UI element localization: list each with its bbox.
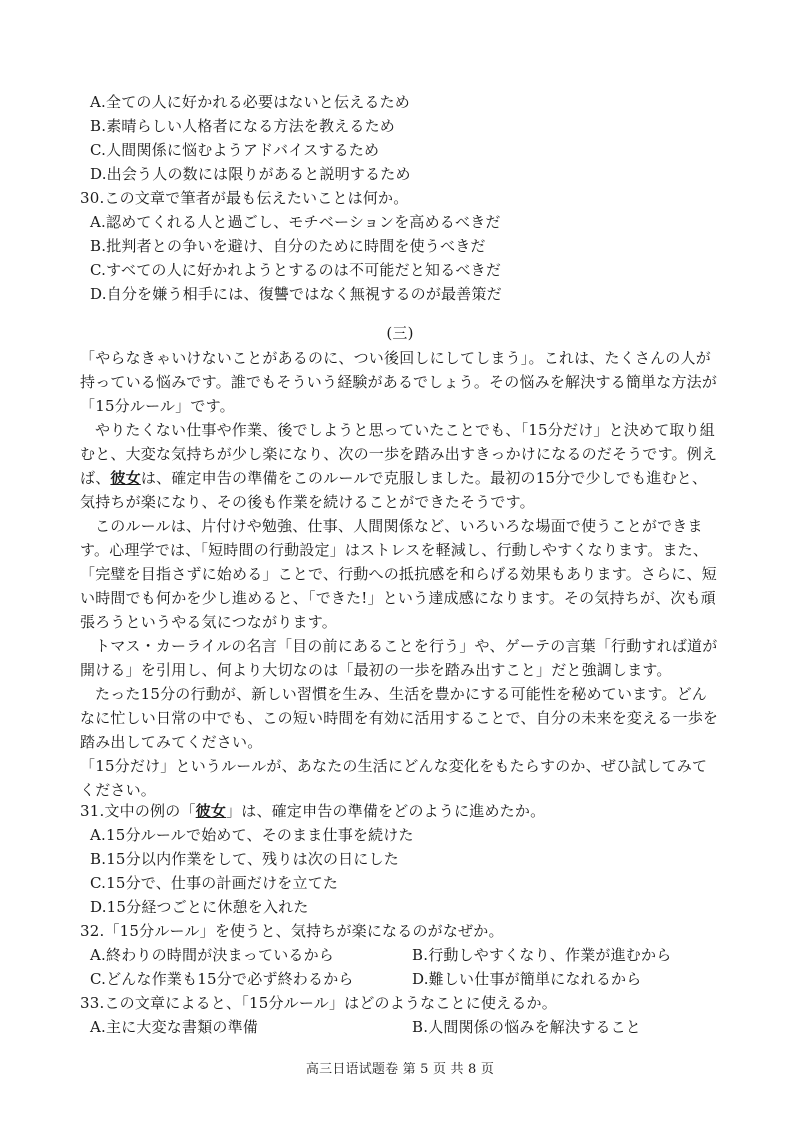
passage-paragraph-4: トマス・カーライルの名言「目の前にあることを行う」や、ゲーテの言葉「行動すれば道が開ける」を引用し、何より大切なのは「最初の一歩を踏み出すこと」だと強調します。	[80, 637, 718, 679]
q31-option-d: D.15分経つごとに休憩を入れた	[90, 898, 309, 916]
q30-option-c: C.すべての人に好かれようとするのは不可能だと知るべきだ	[90, 261, 502, 279]
q32-option-a: A.終わりの時間が決まっているから	[90, 946, 335, 964]
page-footer: 高三日语试题卷 第 5 页 共 8 页	[305, 1062, 495, 1077]
kanojo-underlined-word: 彼女	[110, 469, 141, 487]
q30-option-a: A.認めてくれる人と過ごし、モチベーションを高めるべきだ	[90, 213, 501, 231]
q30-question: 30.この文章で筆者が最も伝えたいことは何か。	[80, 189, 409, 207]
q32-option-c: C.どんな作業も15分で必ず終わるから	[90, 970, 354, 988]
passage-paragraph-6: 「15分だけ」というルールが、あなたの生活にどんな変化をもたらすのか、ぜひ試してみてください。	[80, 757, 708, 799]
q29-option-d: D.出会う人の数には限りがあると説明するため	[90, 165, 411, 183]
q32-option-d: D.難しい仕事が簡単になれるから	[412, 970, 642, 988]
q30-option-d: D.自分を嫌う相手には、復讐ではなく無視するのが最善策だ	[90, 285, 502, 303]
q33-option-b: B.人間関係の悩みを解決すること	[412, 1018, 641, 1036]
q31-question	[80, 801, 545, 821]
q29-option-a: A.全ての人に好かれる必要はないと伝えるため	[90, 93, 411, 111]
q32-question: 32.「15分ルール」を使うと、気持ちが楽になるのがなぜか。	[80, 922, 504, 940]
q31-option-c: C.15分で、仕事の計画だけを立てた	[90, 874, 339, 892]
q31-kanojo-word: 彼女	[195, 802, 227, 820]
q29-option-c: C.人間関係に悩むようアドバイスするため	[90, 141, 380, 159]
q29-option-b: B.素晴らしい人格者になる方法を教えるため	[90, 117, 395, 135]
passage-paragraph-3: このルールは、片付けや勉強、仕事、人間関係など、いろいろな場面で使うことができます。心理学では、「短時間の行動設定」はストレスを軽減し、行動しやすくなります。また、「完璧を目指さずに始める」ことで、行動への抵抗感を和らげる効果もあります。さらに、短い時間でも何かを少し進めると、「できた!」という達成感になります。その気持ちが、次も頑張ろうというやる気につながります。	[80, 517, 717, 631]
passage-paragraph-2	[80, 418, 720, 514]
q31-suffix: 」は、確定申告の準備をどのように進めたか。	[226, 802, 546, 820]
section-title: (三)	[386, 324, 414, 342]
passage-paragraph-5: たった15分の行動が、新しい習慣を生み、生活を豊かにする可能性を秘めています。どんなに忙しい日常の中でも、この短い時間を有効に活用することで、自分の未来を変える一歩を踏み出してみてください。	[80, 685, 719, 751]
q33-question: 33.この文章によると、「15分ルール」はどのようなことに使えるか。	[80, 994, 557, 1012]
p2-text-after: は、確定申告の準備をこのルールで克服しました。最初の15分で少しでも進むと、気持ちが楽になり、その後も作業を続けることができたそうです。	[80, 469, 708, 511]
q31-option-b: B.15分以内作業をして、残りは次の日にした	[90, 850, 399, 868]
q31-prefix: 31.文中の例の「	[80, 802, 196, 820]
q33-option-a: A.主に大変な書類の準備	[90, 1018, 259, 1036]
q32-option-b: B.行動しやすくなり、作業が進むから	[412, 946, 672, 964]
passage-paragraph-1: 「やらなきゃいけないことがあるのに、つい後回しにしてしまう」。これは、たくさんの人が持っている悩みです。誰でもそういう経験があるでしょう。その悩みを解決する簡単な方法が「15分ルール」です。	[80, 349, 718, 415]
q31-option-a: A.15分ルールで始めて、そのまま仕事を続けた	[90, 826, 414, 844]
q30-option-b: B.批判者との争いを避け、自分のために時間を使うべきだ	[90, 237, 486, 255]
p2-text-before: やりたくない仕事や作業、後でしようと思っていたことでも、「15分だけ」と決めて取り組むと、大変な気持ちが少し楽になり、次の一歩を踏み出すきっかけになるのだそうです。例えば、	[80, 421, 718, 487]
